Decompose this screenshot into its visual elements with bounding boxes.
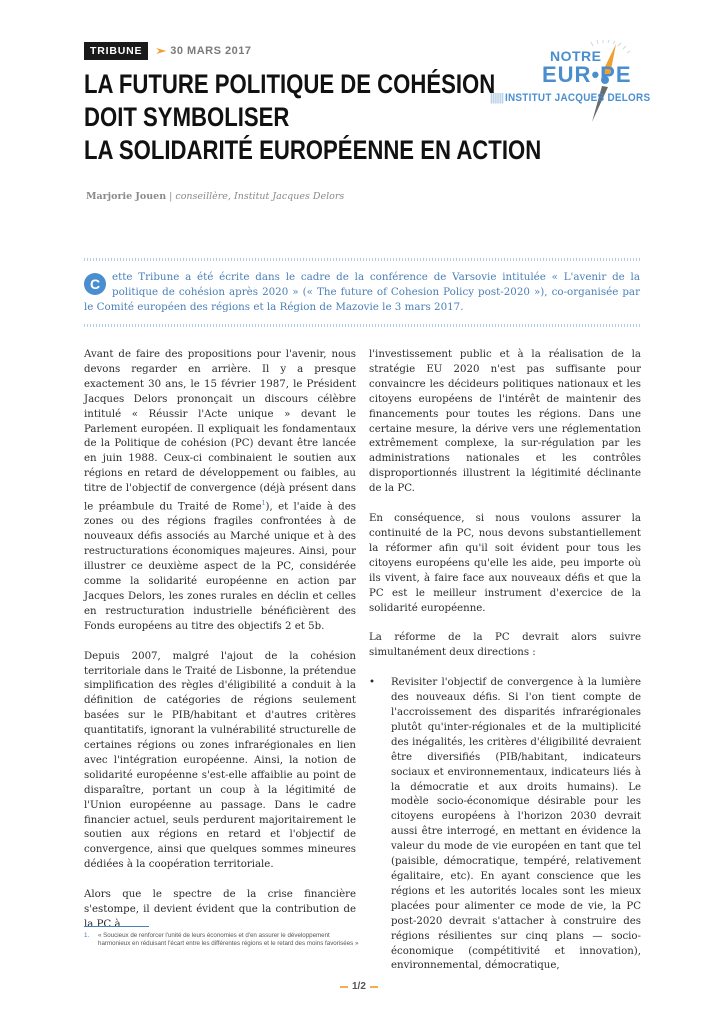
logo-institut (490, 92, 650, 104)
bullet-icon: • (369, 677, 376, 689)
right-column (369, 348, 641, 974)
paragraph: Depuis 2007, malgré l'ajout de la cohésion territoriale dans le Traité de Lisbonne, la prétendue simplification des règles d'éligibilité a conduit à la définition de catégories de régions seulement basées sur le PIB/habitant et d'autres critères quantitatifs, ignorant la vulnérabilité structurelle de certaines régions ou zones infrarégionales en lien avec l'intégration européenne. Ainsi, la notion de solidarité européenne s'est-elle affaiblie au point de disparaître, portant un coup à la légitimité de l'Union européenne au passage. Dans le cadre financier actuel, seuls perdurent majoritairement le soutien aux régions en retard et l'objectif de convergence, ainsi que quelques sommes mineures dédiées à la coopération territoriale. (84, 650, 356, 871)
dash-icon (340, 986, 348, 988)
logo-notre: NOTRE (550, 48, 602, 64)
left-column (84, 348, 356, 948)
arrow-icon (156, 48, 166, 54)
page-title (84, 68, 542, 167)
logo-europe: EUR•PE (542, 62, 632, 87)
notre-europe-logo (490, 40, 690, 130)
title-line-1: LA FUTURE POLITIQUE DE COHÉSION (84, 69, 496, 99)
byline-separator: | (169, 191, 173, 202)
date-text: 30 MARS 2017 (170, 45, 252, 57)
logo-bars: ||||||| (490, 92, 505, 104)
paragraph: La réforme de la PC devrait alors suivre simultanément deux directions : (369, 632, 641, 659)
paragraph (84, 348, 356, 635)
author-role: conseillère, Institut Jacques Delors (175, 191, 345, 202)
logo-institut-text: INSTITUT JACQUES DELORS (504, 92, 651, 104)
footnote-divider (84, 926, 149, 927)
page-number (340, 981, 378, 992)
paragraph: En conséquence, si nous voulons assurer la continuité de la PC, nous devons substantiellement la réformer afin qu'il soit évident pour tous les citoyens européens qu'elle les aide, peu importe où ils vivent, à faire face aux nouveaux défis et que la PC est le meilleur instrument d'exercice de la solidarité européenne. (369, 513, 641, 614)
intro-text (84, 261, 640, 324)
footnote-ref[interactable]: 1 (261, 500, 266, 508)
title-line-3: LA SOLIDARITÉ EUROPÉENNE EN ACTION (84, 135, 542, 165)
page-label: 1/2 (352, 981, 366, 992)
dash-icon (370, 986, 378, 988)
intro-box (84, 258, 640, 327)
paragraph: Alors que le spectre de la crise financière s'estompe, il devient évident que la contribution de la PC à (84, 889, 356, 931)
list-item-text: Revisiter l'objectif de convergence à la lumière des nouveaux défis. Si l'on tient compte de l'accroissement des disparités infrarégionales plutôt qu'inter-régionales et de la multiplicité des inégalités, les critères d'éligibilité devraient être diversifiés (PIB/habitant, indicateurs sociaux et environnementaux, indicateurs liés à la démocratie et aux droits humains). Le modèle socio-économique désirable pour les citoyens européens à l'horizon 2030 devrait aussi être interrogé, en mettant en évidence la valeur du mode de vie européen en tant que tel (paisible, démocratique, tempéré, relativement égalitaire, etc). En ayant conscience que les régions et les autorités locales sont les mieux placées pour alimenter ce mode de vie, la PC post-2020 devrait s'attacher à construire des régions résilientes sur cinq plans — socio-économique (compétitivité et innovation), environnemental, démocratique, (391, 677, 641, 972)
paragraph-text: Avant de faire des propositions pour l'avenir, nous devons regarder en arrière. Il y a presque exactement 30 ans, le 15 février 1987, le Président Jacques Delors prononçait un discours célèbre intitulé « Réussir l'Acte unique » devant le Parlement européen. Il expliquait les fondamentaux de la Politique de cohésion (PC) devant être lancée en juin 1988. Ceux-ci combinaient le soutien aux régions en retard de développement ou faibles, au titre de l'objectif de convergence (déjà présent dans le préambule du Traité de Rome (84, 349, 356, 513)
dropcap: C (84, 273, 106, 295)
intro-paragraph: ette Tribune a été écrite dans le cadre de la conférence de Varsovie intitulée « L'avenir de la politique de cohésion après 2020 » (« The future of Cohesion Policy post-2020 »), co-organisée par le Comité européen des régions et la Région de Mazovie le 3 mars 2017. (84, 271, 640, 313)
paragraph-text: ), et l'aide à des zones ou des régions fragiles confrontées à de nouveaux défis associés au Marché unique et à des restructurations économiques majeures. Ainsi, pour illustrer ce deuxième aspect de la PC, considérée comme la solidarité européenne en action par Jacques Delors, les zones rurales en déclin et celles en restructuration industrielle bénéficièrent des Fonds européens au titre des objectifs 2 et 5b. (84, 501, 356, 632)
footnote-number: 1. (84, 932, 90, 939)
footnote-text: « Soucieux de renforcer l'unité de leurs économies et d'en assurer le développement harmonieux en réduisant l'écart entre les différentes régions et le retard des moins favorisées » (98, 932, 359, 948)
paragraph: l'investissement public et à la réalisation de la stratégie EU 2020 n'est pas suffisante pour convaincre les décideurs politiques nationaux et les citoyens européens de l'intérêt de maintenir des financements pour toutes les régions. Dans une certaine mesure, la dérive vers une réglementation extrêmement complexe, la sur-régulation par les administrations nationales et les contrôles disproportionnés illustrent la légitimité déclinante de la PC. (369, 349, 641, 495)
list-item (369, 676, 641, 974)
title-line-2: DOIT SYMBOLISER (84, 102, 290, 132)
author-byline (86, 191, 344, 202)
divider (84, 324, 640, 327)
article-header (84, 42, 251, 60)
footnote (84, 932, 359, 949)
publication-date (156, 45, 251, 57)
author-name: Marjorie Jouen (86, 191, 167, 202)
tribune-tag: TRIBUNE (84, 42, 148, 60)
